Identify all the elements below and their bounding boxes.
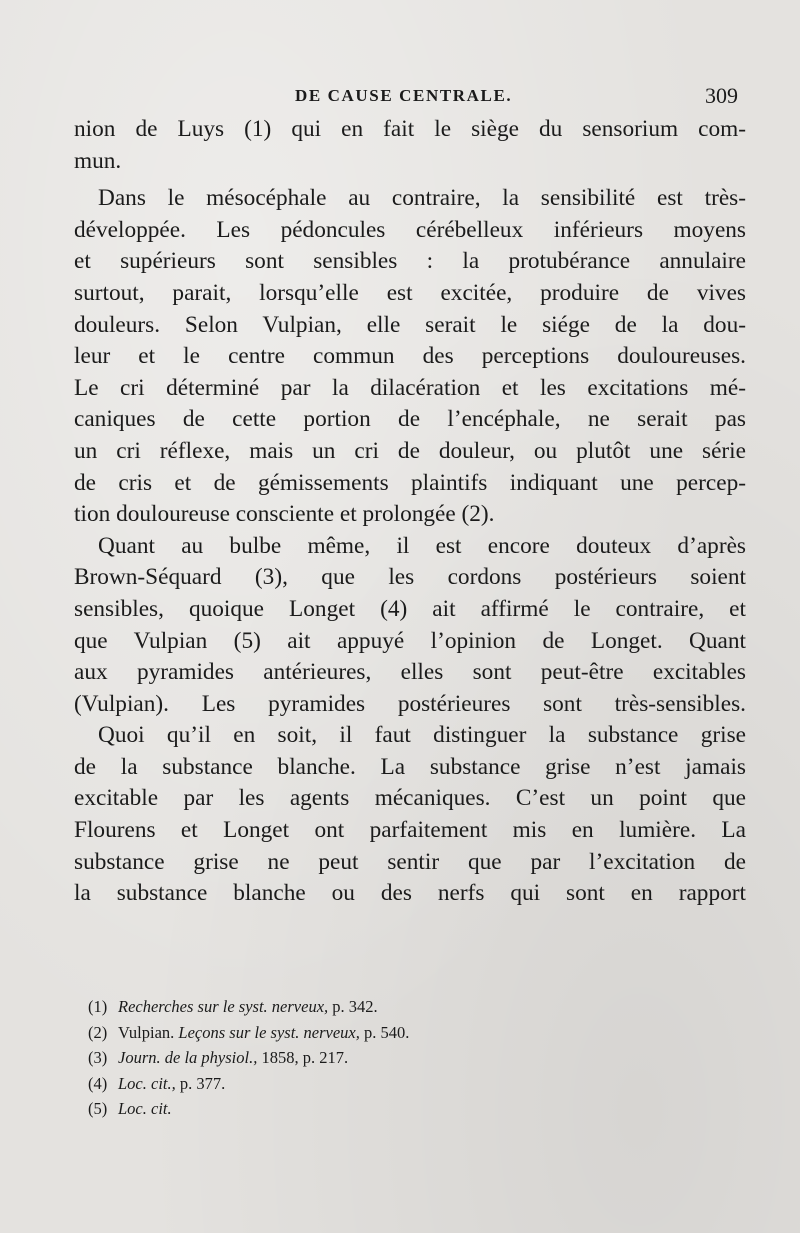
- footnote-title: Loc. cit.,: [118, 1073, 176, 1093]
- page-header: [0, 83, 800, 112]
- footnote-title: Recherches sur le syst. nerveux,: [118, 997, 329, 1016]
- text-line: Quant au bulbe même, il est encore douteux d’après: [98, 532, 746, 559]
- page-number: 309: [705, 83, 738, 108]
- text-line: que Vulpian (5) ait appuyé l’opinion de Longet. Quant: [74, 627, 746, 654]
- text-line: Quoi qu’il en soit, il faut distinguer la substance grise: [98, 722, 746, 749]
- footnote: [88, 1071, 728, 1097]
- footnote: [88, 1096, 728, 1122]
- text-line: Dans le mésocéphale au contraire, la sensibilité est très-: [98, 185, 746, 212]
- text-line: substance grise ne peut sentir que par l’excitation de: [74, 848, 746, 875]
- text-line: excitable par les agents mécaniques. C’est un point que: [74, 785, 746, 812]
- footnote-ref: 1858, p. 217.: [257, 1048, 349, 1067]
- footnote-title: Leçons sur le syst. nerveux,: [178, 1022, 360, 1042]
- footnote-number: (5): [88, 1099, 108, 1118]
- footnote-number: (2): [88, 1022, 108, 1042]
- running-title: DE CAUSE CENTRALE.: [295, 86, 513, 105]
- text-line: de cris et de gémissements plaintifs indiquant une percep-: [74, 469, 746, 496]
- text-line: (Vulpian). Les pyramides postérieures sont très-sensibles.: [74, 690, 746, 717]
- text-line: aux pyramides antérieures, elles sont peut-être excitables: [74, 659, 746, 686]
- footnotes: [88, 994, 728, 1122]
- text-line: Flourens et Longet ont parfaitement mis en lumière. La: [74, 817, 746, 844]
- text-line: caniques de cette portion de l’encéphale, ne serait pas: [74, 406, 746, 433]
- text-line: surtout, parait, lorsqu’elle est excitée, produire de vives: [74, 279, 746, 306]
- text-line: sensibles, quoique Longet (4) ait affirmé le contraire, et: [74, 595, 746, 622]
- text-line: la substance blanche ou des nerfs qui sont en rapport: [74, 880, 746, 907]
- text-line: un cri réflexe, mais un cri de douleur, ou plutôt une série: [74, 437, 746, 464]
- footnote: [88, 1045, 728, 1071]
- footnote: [88, 1020, 728, 1046]
- footnote-number: (1): [88, 997, 108, 1016]
- footnote: [88, 994, 728, 1020]
- text-line: de la substance blanche. La substance grise n’est jamais: [74, 753, 746, 780]
- text-line: mun.: [74, 147, 122, 174]
- text-line: Le cri déterminé par la dilacération et les excitations mé-: [74, 374, 746, 401]
- footnote-number: (4): [88, 1073, 108, 1093]
- footnote-title: Journ. de la physiol.,: [118, 1048, 258, 1067]
- footnote-author: Vulpian.: [118, 1022, 179, 1042]
- text-line: développée. Les pédoncules cérébelleux inférieurs moyens: [74, 216, 746, 243]
- text-line: et supérieurs sont sensibles : la protubérance annulaire: [74, 248, 746, 275]
- footnote-ref: p. 540.: [359, 1022, 410, 1042]
- text-line: leur et le centre commun des perceptions douloureuses.: [74, 343, 746, 370]
- text-line: tion douloureuse consciente et prolongée (2).: [74, 501, 495, 528]
- text-line: nion de Luys (1) qui en fait le siège du sensorium com-: [74, 116, 746, 142]
- text-line: Brown-Séquard (3), que les cordons postérieurs soient: [74, 564, 746, 591]
- footnote-title: Loc. cit.: [118, 1099, 172, 1118]
- body-text: [74, 114, 746, 910]
- footnote-ref: p. 377.: [175, 1073, 226, 1093]
- text-line: douleurs. Selon Vulpian, elle serait le siége de la dou-: [74, 311, 746, 338]
- footnote-number: (3): [88, 1048, 108, 1067]
- footnote-ref: p. 342.: [328, 997, 378, 1016]
